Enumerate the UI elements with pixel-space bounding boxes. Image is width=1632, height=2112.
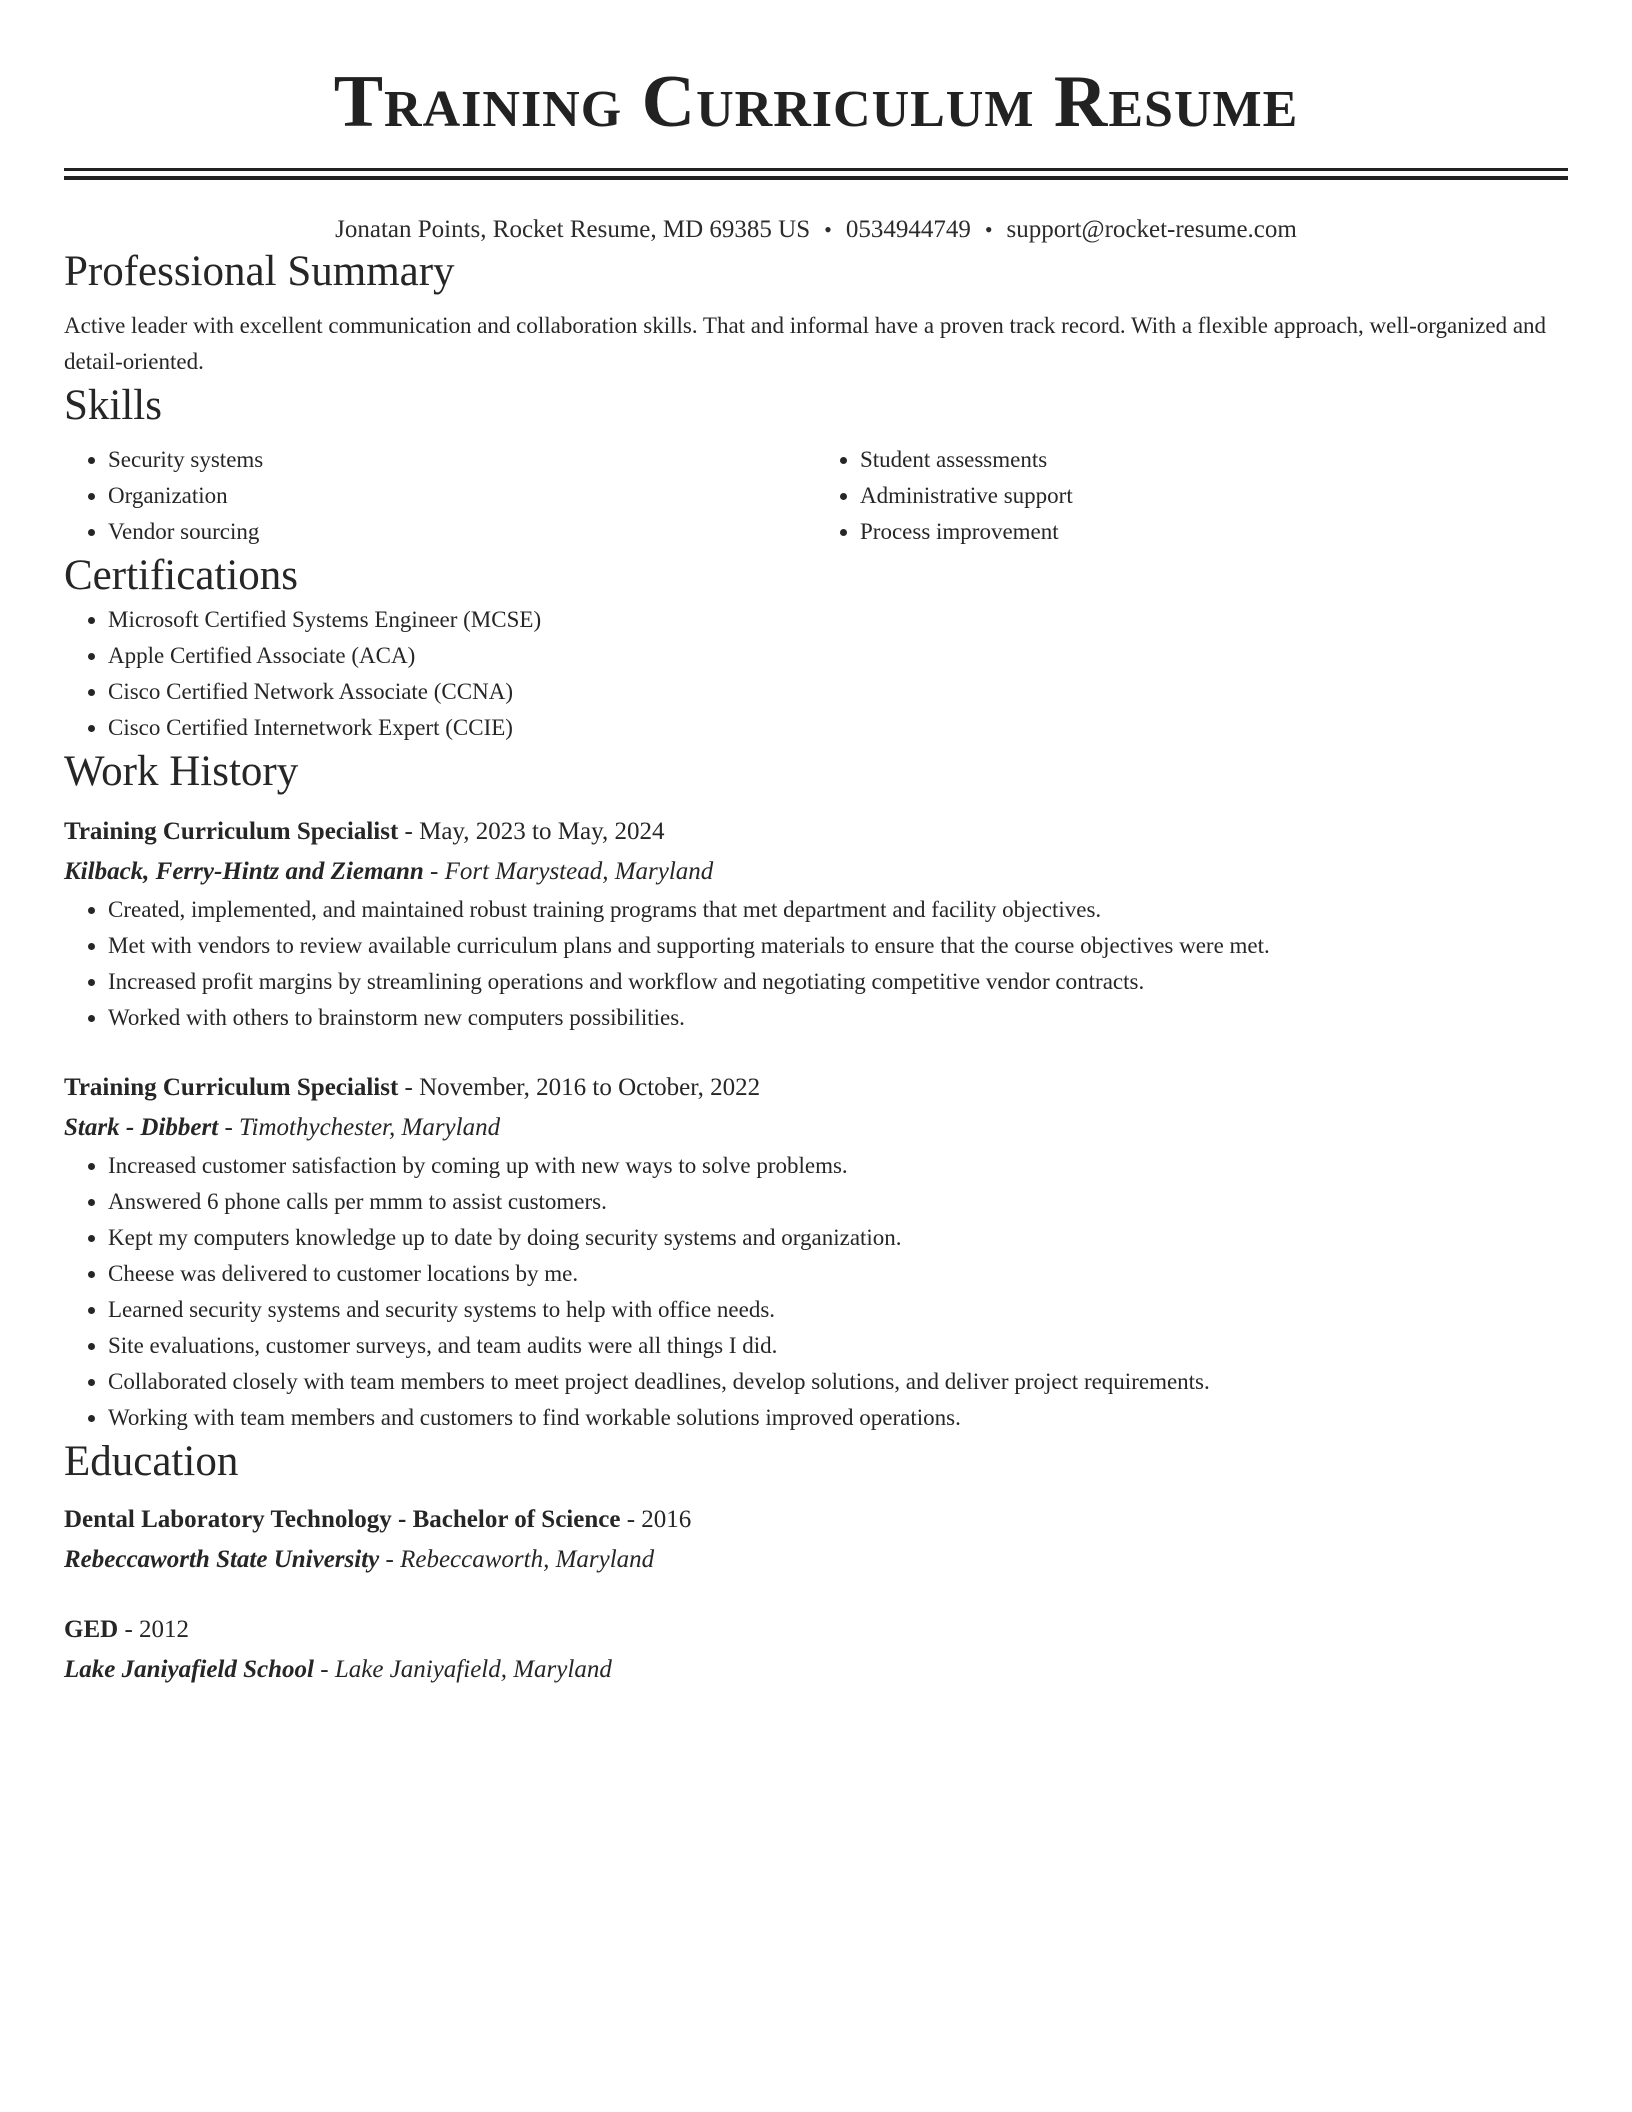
dash: - [379,1546,401,1573]
skill-item: • Student assessments [860,442,1568,478]
job-company-line [64,852,1568,892]
job-title-line [64,1068,1568,1108]
job-duty: • Site evaluations, customer surveys, and team audits were all things I did. [108,1328,1568,1364]
certification-item: • Cisco Certified Internetwork Expert (CCIE) [108,710,1568,746]
job-duty: • Kept my computers knowledge up to date by doing security systems and organization. [108,1220,1568,1256]
dash: - [118,1616,140,1643]
job-dates: November, 2016 to October, 2022 [419,1074,761,1101]
job-duty: • Met with vendors to review available curriculum plans and supporting materials to ensure that the course objectives were met. [108,928,1568,964]
job-company: Kilback, Ferry-Hintz and Ziemann [64,858,424,885]
contact-address: Jonatan Points, Rocket Resume, MD 69385 US [335,216,811,243]
dash: - [218,1114,240,1141]
job-company-line [64,1108,1568,1148]
education-year: 2012 [139,1616,190,1643]
skill-item: • Vendor sourcing [108,514,816,550]
summary-text: Active leader with excellent communication and collaboration skills. That and informal have a proven track record. With a flexible approach, well-organized and detail-oriented. [64,313,1547,374]
title-divider-bottom [64,176,1568,180]
skills-heading: Skills [64,382,162,429]
skill-item: • Organization [108,478,816,514]
certification-item: • Cisco Certified Network Associate (CCNA) [108,674,1568,710]
education-location: Rebeccaworth, Maryland [400,1546,655,1573]
education-degree: Dental Laboratory Technology - Bachelor of Science [64,1506,621,1533]
job-title: Training Curriculum Specialist [64,818,399,845]
dash: - [398,1074,420,1101]
job-title-line [64,812,1568,852]
summary-heading: Professional Summary [64,248,455,295]
job-duty: • Learned security systems and security systems to help with office needs. [108,1292,1568,1328]
education-location: Lake Janiyafield, Maryland [334,1656,612,1683]
education-school: Lake Janiyafield School [64,1656,314,1683]
contact-email: support@rocket-resume.com [1006,216,1297,243]
education-degree: GED [64,1616,119,1643]
education-heading: Education [64,1438,239,1485]
contact-separator: • [824,217,832,242]
education-year: 2016 [641,1506,692,1533]
skill-item: • Process improvement [860,514,1568,550]
job-location: Timothychester, Maryland [239,1114,501,1141]
skills-column-right [816,442,1568,550]
job-duty: • Created, implemented, and maintained robust training programs that met department and facility objectives. [108,892,1568,928]
dash: - [620,1506,642,1533]
education-entry [64,1500,1568,1580]
job-duty: • Cheese was delivered to customer locations by me. [108,1256,1568,1292]
job-dates: May, 2023 to May, 2024 [419,818,665,845]
dash: - [423,858,445,885]
education-school-line [64,1540,1568,1580]
dash: - [313,1656,335,1683]
certifications-heading: Certifications [64,552,299,599]
job-entry [64,812,1568,1036]
title-divider-top [64,168,1568,171]
job-duties-list [64,1148,1568,1436]
certification-item: • Microsoft Certified Systems Engineer (MCSE) [108,602,1568,638]
job-duty: • Increased customer satisfaction by coming up with new ways to solve problems. [108,1148,1568,1184]
skills-list [64,442,1568,550]
education-entry [64,1610,1568,1690]
job-duty: • Working with team members and customers to find workable solutions improved operations. [108,1400,1568,1436]
job-location: Fort Marystead, Maryland [444,858,714,885]
contact-line [64,214,1568,246]
skill-item: • Administrative support [860,478,1568,514]
education-school: Rebeccaworth State University [64,1546,380,1573]
skill-item: • Security systems [108,442,816,478]
contact-phone: 0534944749 [845,216,971,243]
job-duties-list [64,892,1568,1036]
education-school-line [64,1650,1568,1690]
job-title: Training Curriculum Specialist [64,1074,399,1101]
contact-separator: • [984,217,993,242]
education-degree-line [64,1610,1568,1650]
job-company: Stark - Dibbert [64,1114,219,1141]
job-duty: • Worked with others to brainstorm new computers possibilities. [108,1000,1568,1036]
education-degree-line [64,1500,1568,1540]
skills-column-left [64,442,816,550]
job-duty: • Collaborated closely with team members to meet project deadlines, develop solutions, and deliver project requirements. [108,1364,1568,1400]
certifications-list [64,602,1568,746]
job-duty: • Increased profit margins by streamlining operations and workflow and negotiating competitive vendor contracts. [108,964,1568,1000]
job-duty: • Answered 6 phone calls per mmm to assist customers. [108,1184,1568,1220]
job-entry [64,1068,1568,1436]
resume-title: Training Curriculum Resume [333,61,1299,143]
work-history-heading: Work History [64,748,299,795]
dash: - [398,818,420,845]
certification-item: • Apple Certified Associate (ACA) [108,638,1568,674]
